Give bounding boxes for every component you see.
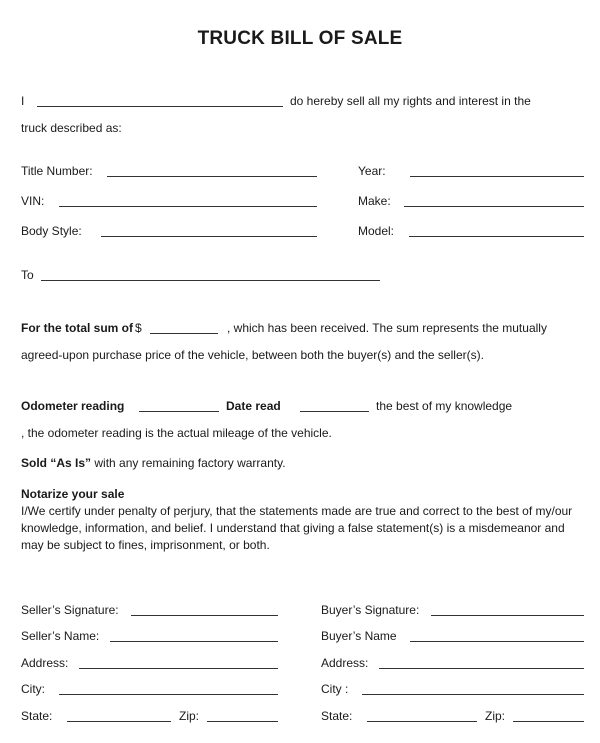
year-label: Year: xyxy=(358,164,386,178)
buyer-state-label: State: xyxy=(321,709,353,723)
intro-prefix: I xyxy=(21,94,25,108)
seller-signature-label: Seller’s Signature: xyxy=(21,603,119,617)
price-line2: agreed-upon purchase price of the vehicle, between both the buyer(s) and the seller(s). xyxy=(21,348,484,362)
buyer-city-label: City : xyxy=(321,682,349,696)
notarize-text: I/We certify under penalty of perjury, that the statements made are true and correct to the best of my/our knowledge, information, and belief. I understand that giving a false statement(s) is a misdemeanor and may be subject to fines, imprisonment, or both. xyxy=(21,504,573,552)
seller-printed-name-field[interactable] xyxy=(110,641,278,642)
seller-signature-field[interactable] xyxy=(131,615,278,616)
buyer-signature-label: Buyer’s Signature: xyxy=(321,603,420,617)
body-style-field[interactable] xyxy=(101,236,317,237)
buyer-city-field[interactable] xyxy=(362,694,584,695)
currency-symbol: $ xyxy=(135,321,142,335)
buyer-name-field[interactable] xyxy=(41,280,380,281)
to-label: To xyxy=(21,268,34,282)
model-field[interactable] xyxy=(409,236,584,237)
buyer-address-label: Address: xyxy=(321,656,369,670)
seller-name-field[interactable] xyxy=(37,106,283,107)
vin-field[interactable] xyxy=(59,206,317,207)
as-is-bold: Sold “As Is” xyxy=(21,456,92,470)
price-field[interactable] xyxy=(150,333,218,334)
date-read-label: Date read xyxy=(226,399,281,413)
buyer-zip-field[interactable] xyxy=(513,721,584,722)
vin-label: VIN: xyxy=(21,194,45,208)
seller-city-field[interactable] xyxy=(59,694,278,695)
buyer-address-field[interactable] xyxy=(379,668,584,669)
buyer-state-field[interactable] xyxy=(367,721,477,722)
buyer-printed-name-field[interactable] xyxy=(410,641,584,642)
price-suffix: , which has been received. The sum represents the mutually xyxy=(227,321,547,335)
seller-name-label: Seller’s Name: xyxy=(21,629,100,643)
make-label: Make: xyxy=(358,194,391,208)
buyer-name-label: Buyer’s Name xyxy=(321,629,397,643)
seller-state-label: State: xyxy=(21,709,53,723)
date-read-field[interactable] xyxy=(300,411,369,412)
seller-city-label: City: xyxy=(21,682,45,696)
as-is-statement xyxy=(21,456,286,470)
seller-zip-field[interactable] xyxy=(207,721,278,722)
buyer-signature-field[interactable] xyxy=(431,615,584,616)
body-style-label: Body Style: xyxy=(21,224,82,238)
make-field[interactable] xyxy=(404,206,584,207)
intro-line2: truck described as: xyxy=(21,121,122,135)
seller-address-field[interactable] xyxy=(79,668,278,669)
title-number-label: Title Number: xyxy=(21,164,93,178)
buyer-zip-label: Zip: xyxy=(485,709,506,723)
odometer-line2: , the odometer reading is the actual mileage of the vehicle. xyxy=(21,426,332,440)
notarize-heading: Notarize your sale xyxy=(21,487,125,501)
odometer-label: Odometer reading xyxy=(21,399,125,413)
seller-zip-label: Zip: xyxy=(179,709,200,723)
year-field[interactable] xyxy=(410,176,584,177)
odometer-field[interactable] xyxy=(139,411,219,412)
title-number-field[interactable] xyxy=(107,176,317,177)
price-label: For the total sum of xyxy=(21,321,133,335)
page-title: TRUCK BILL OF SALE xyxy=(197,28,403,49)
model-label: Model: xyxy=(358,224,395,238)
odometer-suffix: the best of my knowledge xyxy=(376,399,513,413)
intro-suffix: do hereby sell all my rights and interest in the xyxy=(290,94,531,108)
seller-address-label: Address: xyxy=(21,656,69,670)
seller-state-field[interactable] xyxy=(67,721,171,722)
as-is-rest: with any remaining factory warranty. xyxy=(94,456,286,470)
